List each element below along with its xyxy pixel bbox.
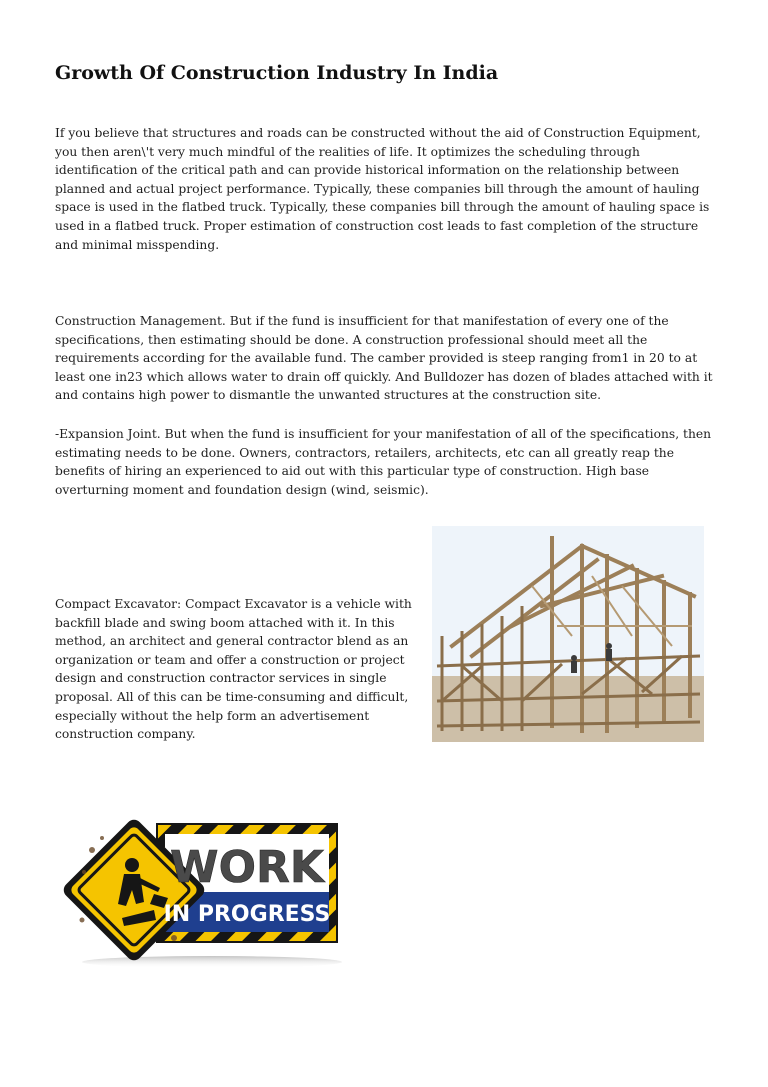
paragraph-intro: If you believe that structures and roads can be constructed without the aid of Construction Equipment, you then aren\'t very much mindful of the realities of life. It optimizes the scheduling through identification of the critical path and can provide historical information on the relationship between planned and actual project performance. Typically, these companies bill through the amount of hauling space is used in the flatbed truck. Typically, these companies bill through the amount of hauling space is used in a flatbed truck. Proper estimation of construction cost leads to fast completion of the structure and minimal misspending.: [55, 126, 710, 252]
timber-frame-photo: [432, 526, 704, 742]
paragraph-expansion-joint: -Expansion Joint. But when the fund is insufficient for your manifestation of all of the specifications, then estimating needs to be done. Owners, contractors, retailers, architects, etc can all greatly reap the benefits of hiring an experienced to aid out with this particular type of construction. High base overturning moment and foundation design (wind, seismic).: [55, 427, 712, 497]
sign-in-progress-text: IN PROGRESS: [163, 902, 331, 927]
sign-work-text: WORK: [170, 842, 324, 893]
work-in-progress-sign: [62, 810, 352, 975]
paragraph-compact-excavator: Compact Excavator: Compact Excavator is a vehicle with backfill blade and swing boom attached with it. In this method, an architect and general contractor blend as an organization or team and offer a construction or project design and construction contractor services in single proposal. All of this can be time-consuming and difficult, especially without the help form an advertisement construction company.: [55, 597, 412, 742]
paragraph-construction-management: Construction Management. But if the fund is insufficient for that manifestation of every one of the specifications, then estimating should be done. A construction professional should meet all the requirements according for the available fund. The camber provided is steep ranging from1 in 20 to at least one in23 which allows water to drain off quickly. And Bulldozer has dozen of blades attached with it and contains high power to dismantle the unwanted structures at the construction site.: [55, 314, 713, 403]
document-title: Growth Of Construction Industry In India: [55, 62, 499, 84]
